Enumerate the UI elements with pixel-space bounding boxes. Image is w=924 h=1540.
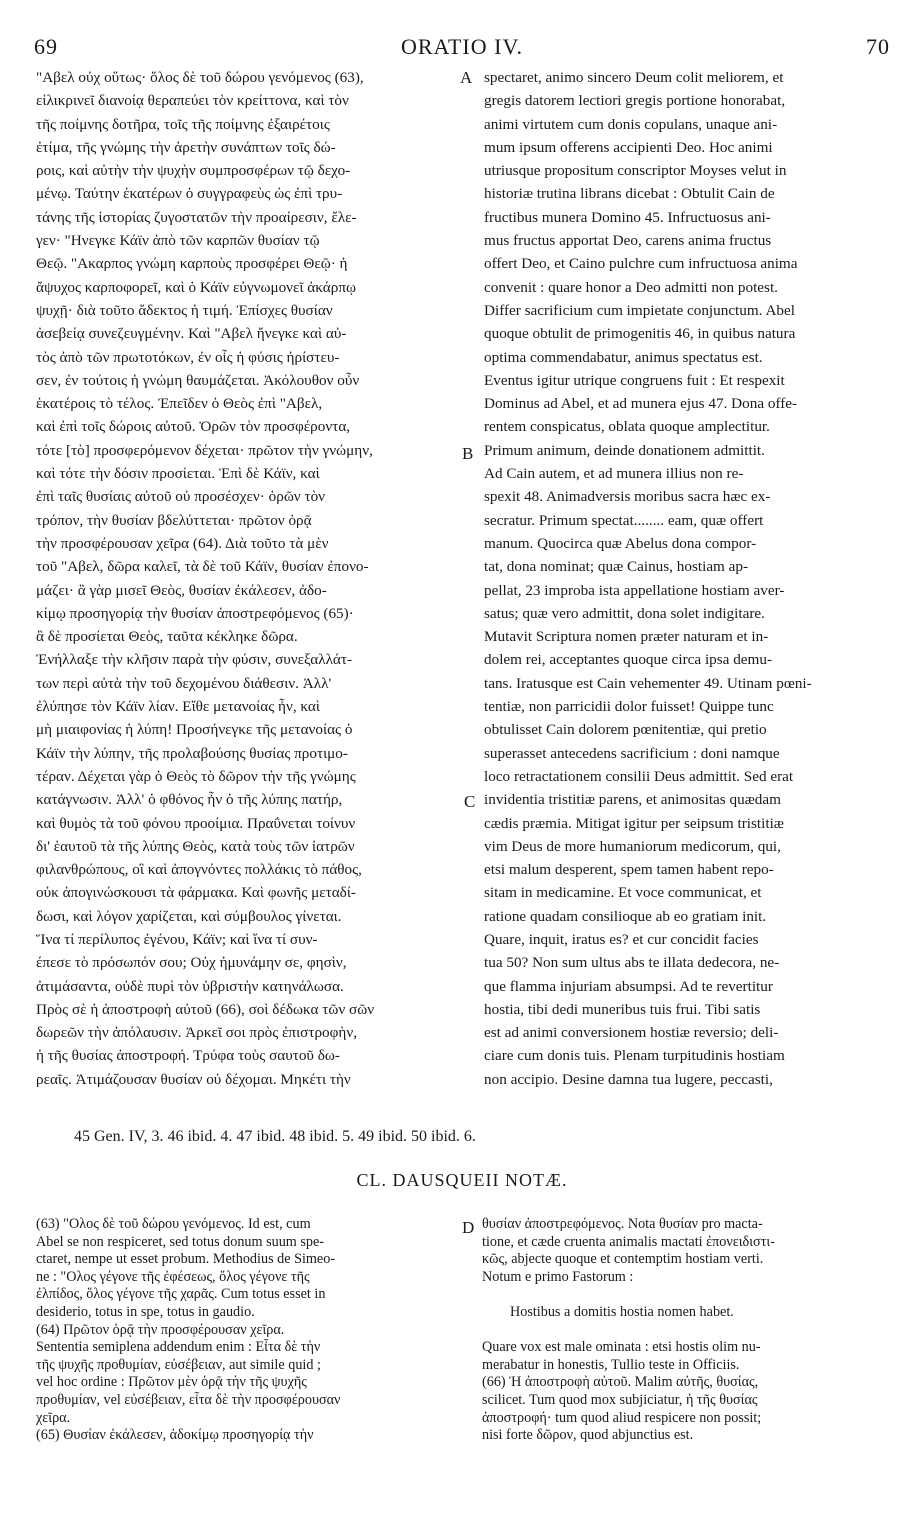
greek-text-line: μάζει· ἃ γὰρ μισεῖ Θεὸς, θυσίαν ἐκάλεσεν, ἀδο- [36, 581, 327, 599]
latin-text-line: obtulisset Cain dolorem pœnitentiæ, qui pretio [484, 721, 767, 739]
note-line: προθυμίαν, vel εὐσέβειαν, εἶτα δὲ τὴν προσφέρουσαν [36, 1391, 341, 1408]
latin-text-line: tat, dona nominat; quæ Cainus, hostiam ap- [484, 558, 749, 576]
note-line: merabatur in honestis, Tullio teste in Officiis. [482, 1356, 740, 1373]
latin-text-line: historiæ trutina librans dicebat : Obtulit Cain de [484, 185, 775, 203]
scripture-references: 45 Gen. IV, 3. 46 ibid. 4. 47 ibid. 48 ibid. 5. 49 ibid. 50 ibid. 6. [74, 1128, 476, 1145]
latin-text-line: Quare, inquit, iratus es? et cur concidit facies [484, 930, 759, 948]
greek-text-line: εἰλικρινεῖ διανοίᾳ θεραπεύει τὸν κρείττονα, καὶ τὸν [36, 92, 349, 110]
greek-text-line: "Αβελ οὐχ οὕτως· ὅλος δὲ τοῦ δώρου γενόμενος (63), [36, 69, 364, 86]
greek-text-line: ἀτιμάσαντα, οὐδὲ πυρὶ τὸν ὑβριστὴν κατηνάλωσα. [36, 977, 344, 995]
latin-text-line: etsi malum desperent, spem tamen habent repo- [484, 861, 774, 879]
note-line: nisi forte δῶρον, quod abjunctius est. [482, 1427, 694, 1444]
greek-text-line: μένῳ. Ταύτην ἑκατέρων ὁ συγγραφεὺς ὡς ἐπὶ τρυ- [36, 185, 343, 203]
note-line: scilicet. Tum quod mox subjiciatur, ἡ τῆς θυσίας [482, 1391, 758, 1408]
greek-text-line: ἃ δὲ προσίεται Θεὸς, ταῦτα κέκληκε δῶρα. [36, 628, 298, 646]
greek-text-line: καὶ θυμὸς τὰ τοῦ φόνου προοίμια. Πραΰνεται τοίνυν [36, 814, 356, 832]
greek-text-line: τοῦ "Αβελ, δῶρα καλεῖ, τὰ δὲ τοῦ Κάϊν, θυσίαν ἐπονο- [36, 558, 369, 576]
latin-text-line: quoque obtulit de primogenitis 46, in quibus natura [484, 325, 796, 343]
note-line: Quare vox est male ominata : etsi hostis olim nu- [482, 1339, 761, 1356]
note-line: θυσίαν ἀποστρεφόμενος. Nota θυσίαν pro macta- [482, 1216, 763, 1232]
latin-text-line: utriusque propositum conscriptor Moyses velut in [484, 162, 787, 180]
latin-text-line: rentem conspicatus, oblata quoque amplectitur. [484, 418, 770, 436]
greek-text-line: κίμῳ προσηγορίᾳ τὴν θυσίαν ἀποστρεφόμενος (65)· [36, 604, 354, 622]
latin-text-line: hostia, tibi dedi muneribus tuis frui. Tibi satis [484, 1000, 761, 1018]
greek-text-line: έπεσε τὸ πρόσωπόν σου; Οὐχ ἠμυνάμην σε, φησὶν, [36, 954, 347, 972]
latin-text-line: superasset antecedens sacrificium : doni namque [484, 744, 780, 762]
greek-text-line: δι' ἑαυτοῦ τὰ τῆς λύπης Θεὸς, κατὰ τοὺς τῶν ἰατρῶν [36, 837, 355, 855]
latin-text-line: est ad animi conversionem hostiæ reversio; deli- [484, 1024, 779, 1042]
latin-text-line: Ad Cain autem, et ad munera illius non re- [484, 465, 744, 483]
greek-text-line: ἡ τῆς θυσίας ἀποστροφή. Τρύφα τοὺς σαυτοῦ δω- [36, 1047, 340, 1065]
latin-text-line: invidentia tristitiæ parens, et animositas quædam [484, 791, 781, 809]
note-line [482, 1322, 894, 1340]
greek-text-line: τρόπον, τὴν θυσίαν βδελύττεται· πρῶτον ὁρᾷ [36, 511, 312, 529]
note-line: χεῖρα. [36, 1409, 71, 1426]
latin-text-line: tua 50? Non sum ultus abs te illata dedecora, ne- [484, 954, 780, 972]
greek-text-line: Ἐνήλλαξε τὴν κλῆσιν παρὰ τὴν φύσιν, συνεξαλλάτ- [36, 651, 353, 669]
note-line: ἐλπίδος, ὅλος γέγονε τῆς χαρᾶς. Cum totus esset in [36, 1286, 326, 1303]
latin-text-line: loco retractationem consilii Deus admittit. Sed erat [484, 767, 794, 785]
greek-text-line: ψυχῇ· διὰ τοῦτο ἄδεκτος ἡ τιμή. Ἐπίσχες θυσίαν [36, 301, 333, 319]
greek-text-line: καὶ τότε τὴν δόσιν προσίεται. Ἐπὶ δὲ Κάϊν, καὶ [36, 465, 320, 483]
greek-text-line: δωσι, καὶ λόγον χαρίζεται, καὶ σύμβουλος γίνεται. [36, 907, 342, 925]
latin-text-line: animi virtutem cum donis copulans, unaque ani- [484, 115, 778, 133]
latin-text-line: ciare cum donis tuis. Plenam turpitudinis hostiam [484, 1047, 785, 1065]
margin-letter-a: A [460, 68, 473, 87]
latin-text-line: Primum animum, deinde donationem admittit. [484, 441, 765, 459]
greek-text-line: ρεαῖς. Ἀτιμάζουσαν θυσίαν οὐ δέχομαι. Μηκέτι τὴν [36, 1070, 351, 1088]
notes-left-column [36, 1216, 456, 1445]
running-title: ORATIO IV. [400, 34, 524, 59]
greek-text-line: ἐτίμα, τῆς γνώμης τὴν ἀρετὴν συνάπτων τοῖς δώ- [36, 138, 336, 156]
margin-letter-c: C [464, 792, 476, 811]
latin-text-line: pellat, 23 improba ista appellatione hostiam aver- [484, 581, 785, 599]
greek-text-line: καὶ ἐπὶ τοῖς δώροις αὐτοῦ. Ὁρῶν τὸν προσφέροντα, [36, 418, 351, 436]
greek-text-line: Ἵνα τί περίλυπος ἐγένου, Κάϊν; καὶ ἵνα τί συν- [36, 930, 318, 948]
page-header [34, 34, 890, 64]
latin-text-line: sitam in medicamine. Et voce communicat, et [484, 884, 762, 902]
greek-text-line: γεν· "Ηνεγκε Κάϊν ἀπὸ τῶν καρπῶν θυσίαν τῷ [36, 232, 320, 250]
latin-text-line: non accipio. Desine damna tua lugere, peccasti, [484, 1070, 773, 1088]
greek-text-line: οὐκ ἀπογινώσκουσι τὰ φάρμακα. Καὶ φωνῆς μεταδί- [36, 884, 356, 902]
note-line: desiderio, totus in spe, totus in gaudio. [36, 1303, 255, 1320]
note-line: (65) Θυσίαν ἐκάλεσεν, ἀδοκίμῳ προσηγορίᾳ τὴν [36, 1427, 314, 1444]
latin-text-line: tentiæ, non parricidii dolor fuisset! Quippe tunc [484, 698, 774, 716]
greek-text-column [36, 66, 456, 1091]
greek-text-line: ἀσεβείᾳ συνεζευγμένην. Καὶ "Αβελ ἤνεγκε καὶ αὐ- [36, 325, 347, 343]
greek-text-line: Κάϊν τὴν λύπην, τῆς προλαβούσης θυσίας προτιμο- [36, 744, 348, 762]
greek-text-line: φιλανθρώπους, οἳ καὶ ἀπογνόντες πολλάκις τὸ πάθος, [36, 861, 362, 879]
greek-text-line: ἄψυχος καρποφορεῖ, καὶ ὁ Κάϊν εὐγνωμονεῖ ἀκάρπῳ [36, 278, 356, 296]
margin-letter-b: B [462, 444, 474, 463]
note-line: vel hoc ordine : Πρῶτον μὲν ὁρᾷ τὴν τῆς ψυχῆς [36, 1374, 307, 1391]
note-line [482, 1286, 894, 1304]
page-number-right: 70 [866, 34, 890, 59]
latin-text-line: ratione quadam consilioque ab eo gratiam init. [484, 907, 767, 925]
note-line: ne : "Ολος γέγονε τῆς ἐφέσεως, ὅλος γέγονε τῆς [36, 1268, 310, 1285]
latin-text-line: convenit : quare honor a Deo admitti non potest. [484, 278, 778, 296]
latin-text-line: Differ sacrificium cum impietate conjunctum. Abel [484, 301, 795, 319]
note-line: ctaret, nempe ut esset probum. Methodius de Simeo- [36, 1251, 336, 1268]
latin-text-line: Dominus ad Abel, et ad munera ejus 47. Dona offe- [484, 395, 798, 413]
note-line: (66) Ἡ ἀποστροφὴ αὐτοῦ. Malim αὐτῆς, θυσίας, [482, 1374, 759, 1391]
latin-text-line: manum. Quocirca quæ Abelus dona compor- [484, 534, 757, 552]
latin-text-line: spectaret, animo sincero Deum colit meliorem, et [484, 69, 784, 86]
notes-right-column [482, 1216, 894, 1445]
greek-text-line: ροις, καὶ αὐτὴν τὴν ψυχὴν συμπροσφέρων τῷ δεχο- [36, 162, 351, 180]
latin-text-line: fructibus munera Domino 45. Infructuosus ani- [484, 208, 771, 226]
notes-title: CL. DAUSQUEII NOTÆ. [356, 1170, 568, 1190]
note-line: Notum e primo Fastorum : [482, 1268, 634, 1285]
greek-text-line: δωρεῶν τὴν ἀπόλαυσιν. Ἀρκεῖ σοι πρὸς ἐπιστροφὴν, [36, 1024, 358, 1042]
latin-text-line: cædis præmia. Mitigat igitur per seipsum tristitiæ [484, 814, 784, 832]
greek-text-line: τῆς ποίμνης δοτῆρα, τοῖς τῆς ποίμνης ἐξαιρέτοις [36, 115, 330, 133]
latin-text-line: offert Deo, et Caino pulchre cum infructuosa anima [484, 255, 798, 273]
greek-text-line: τὸς ἀπὸ τῶν πρωτοτόκων, ἐν οἷς ἡ φύσις ἠρίστευ- [36, 348, 340, 366]
latin-text-line: spexit 48. Animadversis moribus sacra hæc ex- [484, 488, 771, 506]
greek-text-line: σεν, ἐν τούτοις ἡ γνώμη θαυμάζεται. Ἀκόλουθον οὖν [36, 371, 360, 389]
latin-text-line: satus; quæ vero admittit, dona solet indigitare. [484, 604, 765, 622]
page-number-left: 69 [34, 34, 58, 59]
latin-text-line: secratur. Primum spectat........ eam, quæ offert [484, 511, 764, 529]
latin-text-column [484, 66, 892, 1091]
latin-text-line: dolem rei, acceptantes quoque circa ipsa demu- [484, 651, 773, 669]
note-line: τῆς ψυχῆς προθυμίαν, εὐσέβειαν, aut simile quid ; [36, 1356, 321, 1373]
greek-text-line: κατάγνωσιν. Ἀλλ' ὁ φθόνος ἦν ὁ τῆς λύπης πατήρ, [36, 791, 343, 809]
note-line: ἀποστροφή· tum quod aliud respicere non possit; [482, 1409, 762, 1426]
note-line: tione, et cæde cruenta animalis mactati ἐπονειδιστι- [482, 1233, 775, 1250]
latin-text-line: Mutavit Scriptura nomen præter naturam et in- [484, 628, 769, 646]
greek-text-line: ἐπὶ ταῖς θυσίαις αὐτοῦ οὐ προσέσχεν· ὁρῶν τὸν [36, 488, 326, 506]
greek-text-line: ἐλύπησε τὸν Κάϊν λίαν. Εἴθε μετανοίας ἦν, καὶ [36, 698, 320, 716]
greek-text-line: τὴν προσφέρουσαν χεῖρα (64). Διὰ τοῦτο τὰ μὲν [36, 534, 329, 552]
note-line: Abel se non respiceret, sed totus donum suum spe- [36, 1233, 325, 1250]
greek-text-line: τάνης τῆς ἱστορίας ζυγοστατῶν τὴν προαίρεσιν, ἔλε- [36, 208, 357, 226]
latin-text-line: mus fructus apportat Deo, carens anima fructus [484, 232, 772, 250]
margin-letter-d: D [462, 1218, 475, 1237]
latin-text-line: tans. Iratusque est Cain vehementer 49. Utinam pœni- [484, 674, 812, 692]
greek-text-line: Πρὸς σὲ ἡ ἀποστροφὴ αὐτοῦ (66), σοὶ δέδωκα τῶν σῶν [36, 1000, 375, 1018]
greek-text-line: ἑκατέροις τὸ τέλος. Ἐπεῖδεν ὁ Θεὸς ἐπὶ "Αβελ, [36, 395, 323, 413]
note-line: κῶς, abjecte quoque et contemptim hostiam verti. [482, 1251, 764, 1268]
greek-text-line: τότε [τὸ] προσφερόμενον δέχεται· πρῶτον τὴν γνώμην, [36, 441, 373, 459]
greek-text-line: μὴ μιαιφονίας ἡ λύπη! Προσήνεγκε τῆς μετανοίας ὁ [36, 721, 353, 739]
latin-text-line: Eventus igitur utrique congruens fuit : Et respexit [484, 371, 785, 389]
latin-text-line: que flamma injuriam absumpsi. Ad te revertitur [484, 977, 773, 995]
note-line: (63) "Ολος δὲ τοῦ δώρου γενόμενος. Id est, cum [36, 1216, 311, 1232]
latin-text-line: vim Deus de more humaniorum medicorum, qui, [484, 837, 781, 855]
note-line: Hostibus a domitis hostia nomen habet. [510, 1303, 734, 1320]
greek-text-line: τέραν. Δέχεται γὰρ ὁ Θεὸς τὸ δῶρον τὴν τῆς γνώμης [36, 767, 356, 785]
latin-text-line: optima commendabatur, animus spectatus est. [484, 348, 763, 366]
greek-text-line: Θεῷ. "Ακαρπος γνώμη καρποὺς προσφέρει Θεῷ· ἡ [36, 255, 348, 273]
note-line: (64) Πρῶτον ὁρᾷ τὴν προσφέρουσαν χεῖρα. [36, 1321, 285, 1338]
latin-text-line: mum ipsum offerens accipienti Deo. Hoc animi [484, 138, 773, 156]
greek-text-line: των περὶ αὐτὰ τὴν τοῦ δεχομένου διάθεσιν. Ἀλλ' [36, 674, 332, 692]
latin-text-line: gregis datorem lectiori gregis portione honorabat, [484, 92, 786, 110]
note-line: Sententia semiplena addendum enim : Εἶτα δὲ τὴν [36, 1339, 321, 1356]
